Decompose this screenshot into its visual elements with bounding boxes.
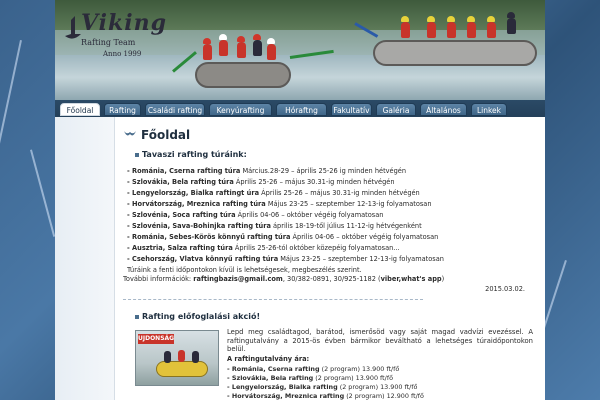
rafter — [447, 22, 456, 38]
contact-info — [123, 275, 444, 283]
rafter-helmet — [253, 34, 261, 40]
rafter-helmet — [447, 16, 455, 22]
promo-price-heading: A raftingutalvány ára: — [227, 355, 310, 363]
site-logo[interactable] — [63, 8, 168, 62]
contact-apps: viber,what's app — [380, 275, 442, 283]
tour-name: - Szlovénia, Soca rafting túra — [127, 211, 236, 219]
promo-rafter — [164, 351, 171, 363]
tab-fakultativ[interactable]: Fakultatív — [331, 103, 372, 116]
promo-price-item — [227, 374, 393, 382]
tour-name: - Románia, Cserna rafting túra — [127, 167, 241, 175]
rafter — [507, 18, 516, 34]
tab-rafting[interactable]: Rafting — [104, 103, 141, 116]
bullet-icon — [135, 153, 139, 157]
post-date: 2015.03.02. — [485, 285, 525, 293]
tab-konnyurafting[interactable]: Kenyúrafting — [209, 103, 272, 116]
tour-dates: Április 25-26 – május 30.31-ig minden hétvégén — [233, 178, 395, 186]
promo-heading — [135, 312, 260, 321]
tour-name: - Szlovákia, Bela rafting túra — [127, 178, 234, 186]
promo-image[interactable] — [135, 330, 219, 386]
rafter — [401, 22, 410, 38]
tour-item — [127, 178, 395, 186]
rafter — [427, 22, 436, 38]
tour-item — [127, 255, 444, 263]
contact-prefix: További információk: — [123, 275, 194, 283]
price-name: - Lengyelország, Bialka rafting — [227, 383, 338, 391]
price-name: - Horvátország, Mreznica rafting — [227, 392, 345, 400]
rafter — [219, 40, 228, 56]
viking-ship-icon — [63, 12, 83, 42]
tab-altalanos[interactable]: Általános — [420, 103, 467, 116]
tour-name: - Lengyelország, Bialka raftingt úra — [127, 189, 260, 197]
rafter-helmet — [219, 34, 227, 40]
rafter-helmet — [467, 16, 475, 22]
tour-dates: Május 23-25 – szeptember 12-13-ig folyamatosan — [278, 255, 444, 263]
promo-price-item — [227, 383, 417, 391]
rafter-helmet — [507, 12, 515, 18]
logo-year: Anno 1999 — [103, 50, 142, 58]
background-lightning — [30, 149, 55, 236]
promo-raft — [156, 361, 208, 377]
rafter-helmet — [487, 16, 495, 22]
tour-name: - Románia, Sebes-Körös könnyű rafting túra — [127, 233, 291, 241]
background-lightning — [0, 40, 22, 158]
tour-dates: Április 25-26-tól október közepéig folyamatosan... — [232, 244, 400, 252]
rafter-helmet — [237, 36, 245, 42]
bullet-icon — [135, 315, 139, 319]
promo-image-sign: UJDONSÁG — [138, 335, 175, 342]
tour-name: - Horvátország, Mreznica rafting túra — [127, 200, 266, 208]
tab-fooldal[interactable]: Főoldal — [60, 103, 100, 116]
tour-dates: Április 25-26 – május 30.31-ig minden hétvégén — [259, 189, 420, 197]
raft-left — [195, 62, 291, 88]
tour-item — [127, 233, 438, 241]
logo-title: Viking — [81, 10, 168, 36]
tab-csaladi-rafting[interactable]: Családi rafting — [145, 103, 205, 116]
header-banner — [55, 0, 545, 100]
contact-close: ) — [441, 275, 445, 283]
rafter — [487, 22, 496, 38]
tab-linkek[interactable]: Linkek — [471, 103, 507, 116]
price-value: (2 program) 13.900 ft/fő — [319, 365, 400, 373]
tour-name: - Ausztria, Salza rafting túra — [127, 244, 233, 252]
tour-item — [127, 189, 420, 197]
promo-price-item — [227, 365, 399, 373]
promo-rafter — [178, 350, 185, 362]
left-sidebar — [55, 117, 115, 400]
tour-dates: Április 04-06 – október végéig folyamatosan — [290, 233, 439, 241]
tour-dates: Május 23-25 – szeptember 12-13-ig folyamatosan — [265, 200, 432, 208]
wings-icon — [123, 129, 137, 139]
rafter-helmet — [203, 38, 211, 44]
promo-rafter — [192, 351, 199, 363]
rafter — [267, 44, 276, 60]
section-divider — [123, 299, 423, 300]
price-value: (2 program) 13.900 ft/fő — [313, 374, 393, 382]
tour-item — [127, 167, 406, 175]
tour-dates: április 18-19-től július 11-12-ig hétvégenként — [270, 222, 422, 230]
rafter — [467, 22, 476, 38]
promo-heading-text: Rafting előfoglalási akció! — [142, 312, 261, 321]
tour-item — [127, 222, 422, 230]
tour-item — [127, 244, 400, 252]
price-value: (2 program) 12.900 ft/fő — [344, 392, 424, 400]
page-container — [55, 0, 545, 400]
tour-dates: Március.28-29 – április 25-26 ig minden hétvégén — [240, 167, 407, 175]
main-column — [123, 117, 537, 400]
price-name: - Románia, Cserna rafting — [227, 365, 320, 373]
rafter — [253, 40, 262, 56]
price-value: (2 program) 13.900 ft/fő — [337, 383, 418, 391]
rafter-helmet — [267, 38, 275, 44]
tour-item — [127, 211, 383, 219]
contact-phones: , 30/382-0891, 30/925-1182 ( — [282, 275, 381, 283]
tour-dates: Április 04-06 – október végéig folyamatosan — [235, 211, 384, 219]
rafter — [237, 42, 246, 58]
promo-text: Lepd meg családtagod, barátod, ismerősöd vagy saját magad vadvízi evezéssel. A raftingutalvány a 2015-ös évben bármikor beváltható a lehetséges túraidőpontokon belül. — [227, 328, 533, 354]
tour-note: Túráink a fenti időpontokon kívül is lehetségesek, megbeszélés szerint. — [127, 266, 362, 274]
tour-heading-text: Tavaszi rafting túráink: — [142, 150, 247, 159]
content-area — [55, 117, 545, 400]
raft-right — [373, 40, 537, 66]
contact-email[interactable]: raftingbazis@gmail.com — [193, 275, 283, 283]
logo-subtitle: Rafting Team — [81, 38, 136, 47]
rafter-helmet — [427, 16, 435, 22]
promo-price-item — [227, 392, 424, 400]
rafter-helmet — [401, 16, 409, 22]
rafter — [203, 44, 212, 60]
price-name: - Szlovákia, Bela rafting — [227, 374, 314, 382]
tour-item — [127, 200, 432, 208]
tour-name: - Szlovénia, Sava-Bohinjka rafting túra — [127, 222, 271, 230]
tour-heading — [135, 150, 247, 159]
page-title: Főoldal — [141, 128, 191, 142]
tab-galeria[interactable]: Galéria — [376, 103, 416, 116]
tour-name: - Csehország, Vlatva könnyű rafting túra — [127, 255, 279, 263]
tab-horafting[interactable]: Hóraftng — [276, 103, 327, 116]
